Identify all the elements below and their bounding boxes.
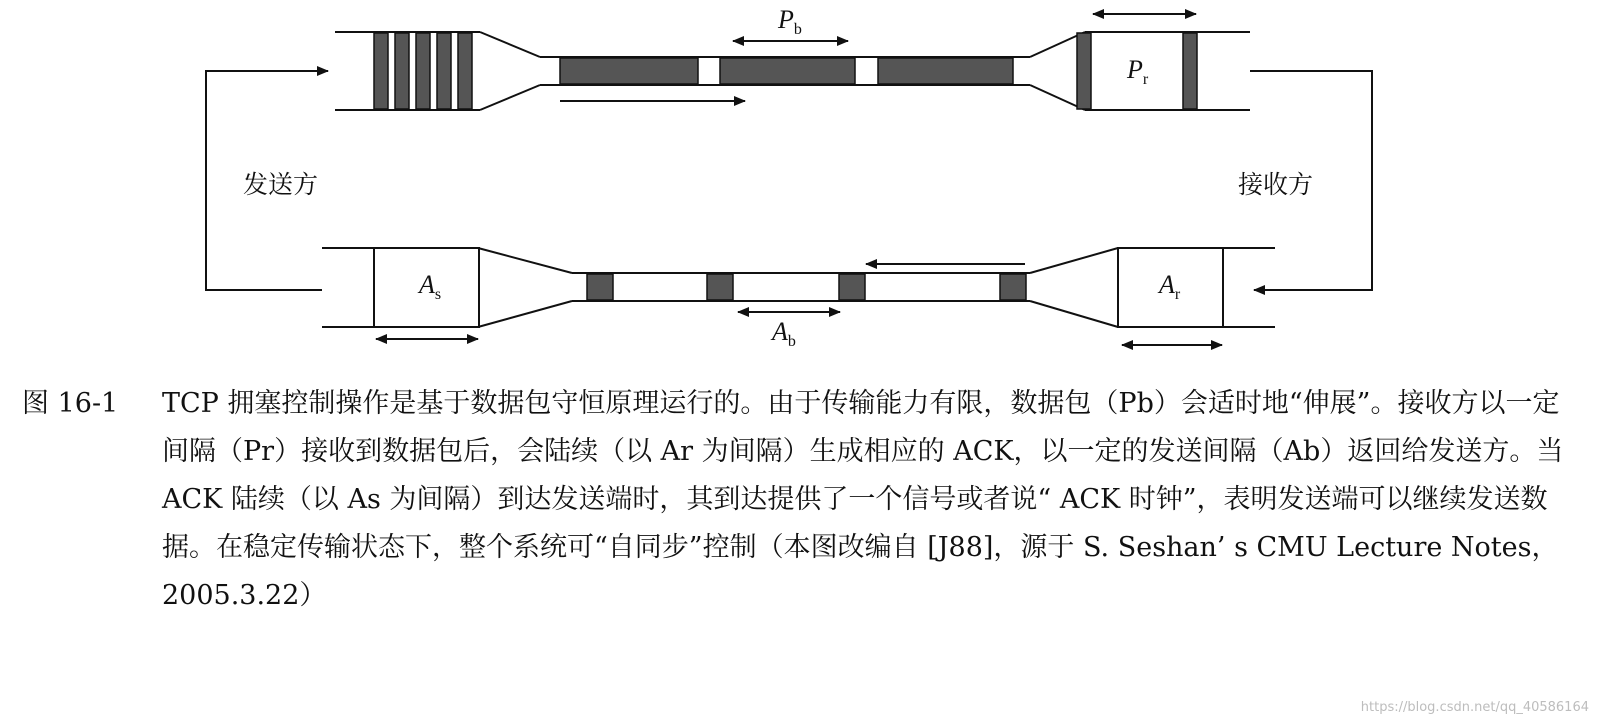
- figure-number: 图 16-1: [22, 388, 119, 419]
- ack-packet: [587, 274, 613, 300]
- bottleneck-packet: [878, 58, 1013, 84]
- sender-packet: [395, 33, 409, 109]
- receiver-packet: [1183, 33, 1197, 109]
- sender-packet: [416, 33, 430, 109]
- ack-packet: [707, 274, 733, 300]
- caption-text: TCP 拥塞控制操作是基于数据包守恒原理运行的。由于传输能力有限，数据包（Pb）会适时地“伸展”。接收方以一定间隔（Pr）接收到数据包后，会陆续（以 Ar 为间隔）生成相应的 ACK，以一定的发送间隔（Ab）返回给发送方。当 ACK 陆续（以 As 为间隔）到达发送端时，其到达提供了一个信号或者说“ ACK 时钟”，表明发送端可以继续发送数据。在稳定传输状态下，整个系统可“自同步”控制（本图改编自 [J88]，源于 S. Seshan’ s CMU Lecture Notes，2005.3.22）: [162, 388, 1572, 611]
- pb-label: $P_b$: [778, 5, 802, 38]
- bottleneck-packet: [560, 58, 698, 84]
- ack-packet: [1000, 274, 1026, 300]
- ack-packet: [839, 274, 865, 300]
- sender-packet: [437, 33, 451, 109]
- sender-packet: [458, 33, 472, 109]
- watermark: https://blog.csdn.net/qq_40586164: [1360, 700, 1589, 715]
- receiver-packet: [1077, 33, 1091, 109]
- ack-pipe: [322, 248, 1275, 327]
- ab-label: $A_b$: [772, 317, 796, 350]
- as-label: $A_s$: [419, 270, 442, 303]
- sender-packet: [374, 33, 388, 109]
- data-pipe: [335, 32, 1250, 110]
- bottleneck-packet: [720, 58, 855, 84]
- receiver-label: 接收方: [1238, 170, 1314, 199]
- sender-label: 发送方: [243, 170, 319, 199]
- pr-label: $P_r$: [1127, 55, 1149, 88]
- ar-label: $A_r$: [1159, 270, 1181, 303]
